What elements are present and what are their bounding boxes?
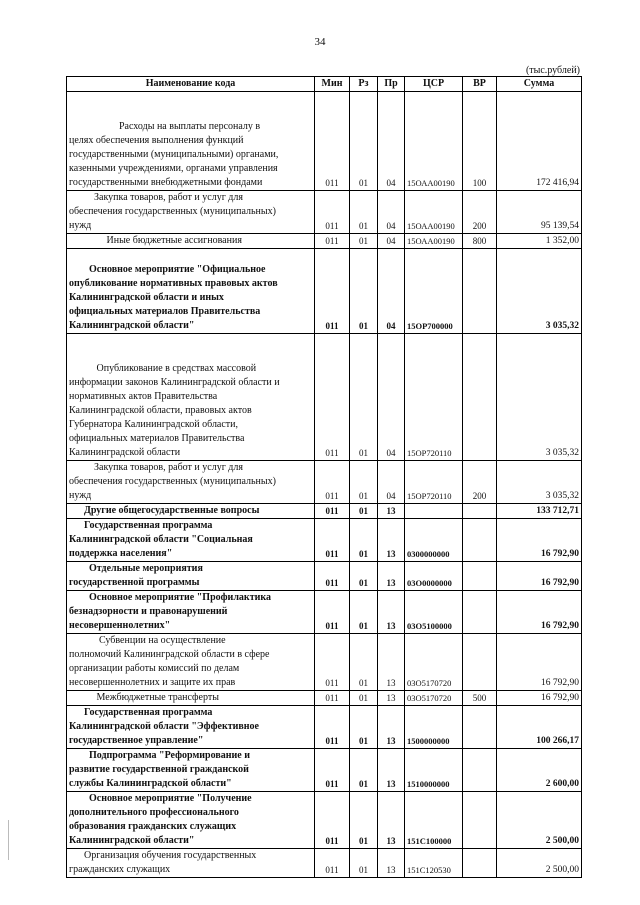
table-row [67, 504, 582, 519]
cell-min: 011 [315, 504, 350, 519]
cell-sum: 95 139,54 [497, 191, 582, 234]
table-row [67, 92, 582, 191]
page-number: 34 [314, 36, 326, 48]
cell-vr [463, 562, 497, 591]
cell-min: 011 [315, 234, 350, 249]
header-name: Наименование кода [67, 77, 315, 92]
units-label: (тыс.рублей) [525, 65, 580, 76]
cell-name: Основное мероприятие "Получение дополнительного профессионального образования гражданских служащих Калининградской области" [67, 792, 315, 849]
cell-sum: 2 600,00 [497, 749, 582, 792]
cell-pr: 13 [378, 849, 405, 878]
table-row [67, 749, 582, 792]
cell-name: Расходы на выплаты персоналу в целях обеспечения выполнения функций государственными (муниципальными) органами, казенными учреждениями, органами управления государственными внебюджетными фондами [67, 92, 315, 191]
cell-pr: 13 [378, 519, 405, 562]
cell-sum: 2 500,00 [497, 792, 582, 849]
header-pr: Пр [378, 77, 405, 92]
cell-rz: 01 [350, 92, 378, 191]
cell-rz: 01 [350, 249, 378, 334]
cell-csr: 03О0000000 [405, 562, 463, 591]
cell-rz: 01 [350, 334, 378, 461]
cell-name: Подпрограмма "Реформирование и развитие государственной гражданской службы Калининградской области" [67, 749, 315, 792]
cell-name: Государственная программа Калининградской области "Эффективное государственное управление" [67, 706, 315, 749]
cell-sum: 1 352,00 [497, 234, 582, 249]
cell-rz: 01 [350, 461, 378, 504]
table-row [67, 234, 582, 249]
cell-pr: 13 [378, 792, 405, 849]
cell-rz: 01 [350, 519, 378, 562]
table-row [67, 591, 582, 634]
cell-sum: 3 035,32 [497, 334, 582, 461]
cell-sum: 172 416,94 [497, 92, 582, 191]
cell-name: Основное мероприятие "Официальное опубликование нормативных правовых актов Калининградской области и иных официальных материалов Правительства Калининградской области" [67, 249, 315, 334]
cell-vr: 100 [463, 92, 497, 191]
cell-vr [463, 249, 497, 334]
cell-pr: 04 [378, 461, 405, 504]
cell-pr: 13 [378, 634, 405, 691]
cell-csr: 03О5100000 [405, 591, 463, 634]
cell-name: Опубликование в средствах массовой информации законов Калининградской области и нормативных актов Правительства Калининградской области, правовых актов Губернатора Калининградской области, официальных материалов Правительства Калининградской области [67, 334, 315, 461]
cell-csr: 15ОАА00190 [405, 92, 463, 191]
header-rz: Рз [350, 77, 378, 92]
cell-min: 011 [315, 92, 350, 191]
cell-rz: 01 [350, 749, 378, 792]
cell-min: 011 [315, 849, 350, 878]
table-row [67, 191, 582, 234]
cell-pr: 13 [378, 562, 405, 591]
cell-min: 011 [315, 191, 350, 234]
cell-csr: 151С120530 [405, 849, 463, 878]
cell-csr: 15ОАА00190 [405, 191, 463, 234]
cell-pr: 13 [378, 749, 405, 792]
cell-pr: 13 [378, 691, 405, 706]
cell-rz: 01 [350, 634, 378, 691]
header-csr: ЦСР [405, 77, 463, 92]
table-row [67, 249, 582, 334]
cell-csr: 15ОР720110 [405, 334, 463, 461]
cell-vr [463, 519, 497, 562]
cell-pr: 04 [378, 234, 405, 249]
cell-rz: 01 [350, 706, 378, 749]
cell-pr: 13 [378, 591, 405, 634]
cell-pr: 04 [378, 92, 405, 191]
cell-sum: 16 792,90 [497, 634, 582, 691]
cell-vr: 200 [463, 191, 497, 234]
cell-min: 011 [315, 591, 350, 634]
table-row [67, 634, 582, 691]
table-row [67, 792, 582, 849]
cell-min: 011 [315, 461, 350, 504]
table-row [67, 562, 582, 591]
cell-vr [463, 792, 497, 849]
cell-pr: 13 [378, 706, 405, 749]
cell-vr [463, 706, 497, 749]
cell-rz: 01 [350, 562, 378, 591]
cell-rz: 01 [350, 691, 378, 706]
cell-csr [405, 504, 463, 519]
cell-name: Организация обучения государственных гражданских служащих [67, 849, 315, 878]
cell-csr: 1510000000 [405, 749, 463, 792]
cell-vr: 800 [463, 234, 497, 249]
table-row [67, 849, 582, 878]
cell-csr: 0300000000 [405, 519, 463, 562]
table-row [67, 691, 582, 706]
cell-csr: 03О5170720 [405, 634, 463, 691]
cell-name: Иные бюджетные ассигнования [67, 234, 315, 249]
cell-vr [463, 334, 497, 461]
table-row [67, 519, 582, 562]
cell-sum: 133 712,71 [497, 504, 582, 519]
cell-csr: 1500000000 [405, 706, 463, 749]
cell-sum: 3 035,32 [497, 461, 582, 504]
cell-name: Закупка товаров, работ и услуг для обеспечения государственных (муниципальных) нужд [67, 461, 315, 504]
table-row [67, 334, 582, 461]
cell-name: Отдельные мероприятия государственной программы [67, 562, 315, 591]
cell-sum: 16 792,90 [497, 591, 582, 634]
cell-pr: 04 [378, 191, 405, 234]
cell-name: Закупка товаров, работ и услуг для обеспечения государственных (муниципальных) нужд [67, 191, 315, 234]
cell-rz: 01 [350, 792, 378, 849]
cell-name: Межбюджетные трансферты [67, 691, 315, 706]
cell-min: 011 [315, 634, 350, 691]
header-vr: ВР [463, 77, 497, 92]
cell-vr [463, 634, 497, 691]
cell-pr: 13 [378, 504, 405, 519]
table-header-row [67, 77, 582, 92]
cell-csr: 15ОАА00190 [405, 234, 463, 249]
cell-vr: 200 [463, 461, 497, 504]
header-sum: Сумма [497, 77, 582, 92]
cell-vr [463, 504, 497, 519]
cell-min: 011 [315, 792, 350, 849]
cell-name: Основное мероприятие "Профилактика безнадзорности и правонарушений несовершеннолетних" [67, 591, 315, 634]
cell-pr: 04 [378, 334, 405, 461]
header-min: Мин [315, 77, 350, 92]
cell-sum: 2 500,00 [497, 849, 582, 878]
cell-vr [463, 749, 497, 792]
cell-csr: 15ОР720110 [405, 461, 463, 504]
cell-min: 011 [315, 562, 350, 591]
cell-rz: 01 [350, 849, 378, 878]
cell-vr: 500 [463, 691, 497, 706]
cell-name: Другие общегосударственные вопросы [67, 504, 315, 519]
table-row [67, 706, 582, 749]
cell-sum: 3 035,32 [497, 249, 582, 334]
cell-rz: 01 [350, 504, 378, 519]
cell-min: 011 [315, 334, 350, 461]
cell-name: Субвенции на осуществление полномочий Калининградской области в сфере организации работы комиссий по делам несовершеннолетних и защите их прав [67, 634, 315, 691]
cell-min: 011 [315, 249, 350, 334]
cell-sum: 16 792,90 [497, 519, 582, 562]
scan-margin-line [8, 820, 9, 860]
cell-csr: 151С100000 [405, 792, 463, 849]
cell-sum: 16 792,90 [497, 691, 582, 706]
cell-min: 011 [315, 519, 350, 562]
cell-sum: 16 792,90 [497, 562, 582, 591]
cell-min: 011 [315, 706, 350, 749]
cell-rz: 01 [350, 191, 378, 234]
cell-rz: 01 [350, 234, 378, 249]
cell-csr: 15ОР700000 [405, 249, 463, 334]
budget-table [66, 76, 582, 878]
cell-vr [463, 591, 497, 634]
cell-min: 011 [315, 691, 350, 706]
cell-csr: 03О5170720 [405, 691, 463, 706]
cell-pr: 04 [378, 249, 405, 334]
cell-name: Государственная программа Калининградской области "Социальная поддержка населения" [67, 519, 315, 562]
cell-vr [463, 849, 497, 878]
cell-rz: 01 [350, 591, 378, 634]
cell-min: 011 [315, 749, 350, 792]
cell-sum: 100 266,17 [497, 706, 582, 749]
table-row [67, 461, 582, 504]
